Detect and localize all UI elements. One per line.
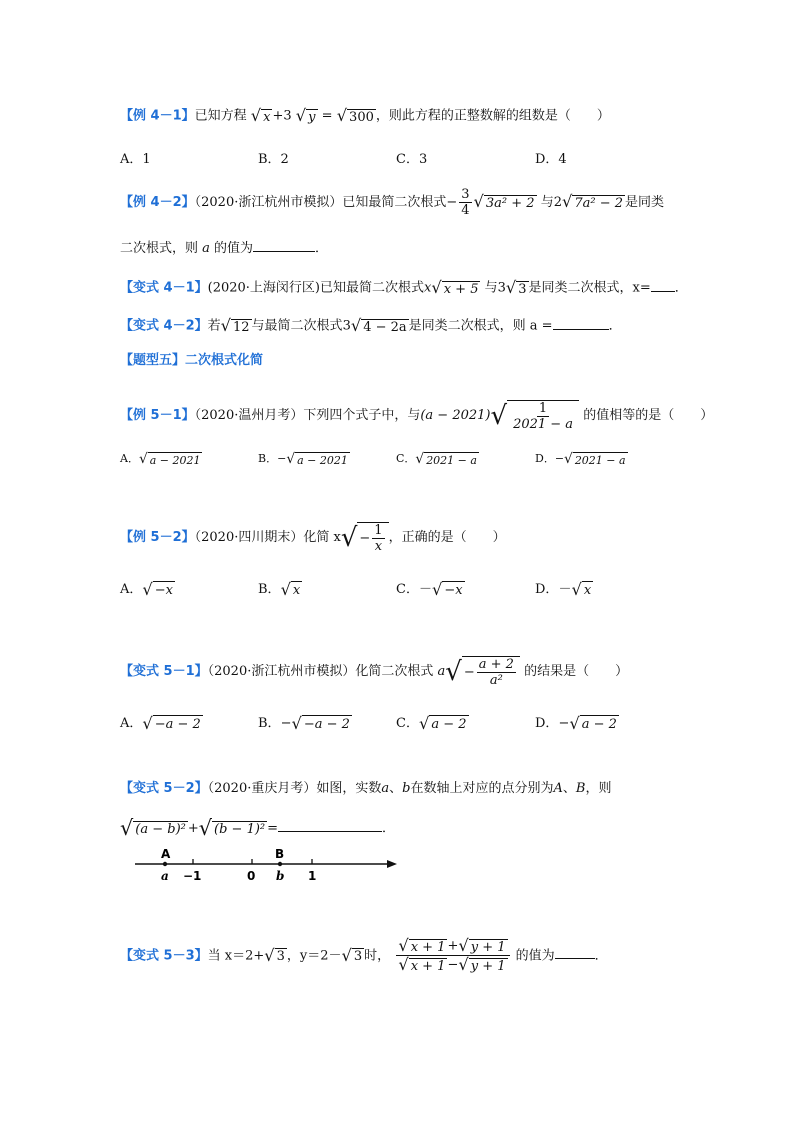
option-c[interactable] xyxy=(396,712,469,733)
tick-label-b: b xyxy=(276,869,285,883)
question-text: 时， xyxy=(364,948,391,964)
label-A: A xyxy=(161,847,171,861)
conjunction: 与 xyxy=(484,280,498,296)
period: ． xyxy=(594,948,608,964)
period: ． xyxy=(674,280,688,296)
option-sqrt: √ −a − 2 xyxy=(291,714,350,733)
answer-blank[interactable] xyxy=(253,251,315,252)
option-b[interactable] xyxy=(258,712,352,733)
option-c[interactable] xyxy=(396,578,465,599)
section-tag: 【题型五】 xyxy=(120,353,186,368)
option-d[interactable] xyxy=(535,578,593,599)
example-4-2-line2 xyxy=(120,242,328,255)
variant-tag: 【变式 5－3】 xyxy=(120,948,208,964)
question-text: 的值为 xyxy=(209,241,254,256)
coef: 3 xyxy=(497,280,506,296)
example-tag: 【例 4－2】 xyxy=(120,195,195,210)
coef: +3 xyxy=(272,108,292,124)
question-text: 是同类 xyxy=(625,195,665,210)
variable-x: x xyxy=(424,280,432,296)
question-text: 与最简二次根式 xyxy=(251,318,343,334)
question-text: 是同类二次根式，则 a = xyxy=(408,318,553,334)
variant-5-3 xyxy=(120,938,608,974)
option-sqrt: √ a − 2 xyxy=(569,714,617,733)
variant-5-2-line2 xyxy=(120,818,395,839)
option-a[interactable] xyxy=(120,578,175,599)
option-label: A． xyxy=(120,716,143,731)
sqrt-3: √ 3 xyxy=(505,278,527,297)
example-tag: 【例 4－1】 xyxy=(120,108,195,124)
point-a: A xyxy=(553,781,563,796)
option-sign: − xyxy=(554,452,565,465)
question-text: 的值相等的是（ ） xyxy=(583,408,714,423)
variant-5-1 xyxy=(120,656,628,687)
variant-tag: 【变式 5－1】 xyxy=(120,664,208,679)
variant-4-1 xyxy=(120,280,688,296)
sqrt-3: √ 3 xyxy=(341,945,363,965)
example-4-1 xyxy=(120,108,610,124)
option-b[interactable] xyxy=(258,450,350,467)
question-text: (2020·上海闵行区)已知最简二次根式 xyxy=(207,280,424,296)
sqrt-fraction: √ − $\frac{a + 2}{\text{a²}}$ xyxy=(445,656,520,687)
minus-sign: − xyxy=(446,195,458,210)
option-sqrt: √ −x xyxy=(431,580,463,599)
question-text: 在数轴上对应的点分别为 xyxy=(410,781,554,796)
answer-blank[interactable] xyxy=(651,291,675,292)
option-c[interactable]: C．3 xyxy=(396,152,428,167)
period: ． xyxy=(382,820,396,836)
example-5-1 xyxy=(120,400,713,431)
question-text: 当 x＝2+ xyxy=(207,948,265,964)
section-heading xyxy=(120,354,263,367)
option-sqrt: √ x xyxy=(571,580,592,599)
question-text: 的结果是（ ） xyxy=(524,664,629,679)
question-text: （2020·浙江杭州市模拟）已知最简二次根式 xyxy=(194,195,447,210)
option-label: B． xyxy=(258,716,281,731)
variable-a: a xyxy=(381,781,390,796)
option-label: D． xyxy=(535,582,559,597)
option-sign: － xyxy=(558,582,572,597)
equals: = xyxy=(321,108,337,124)
question-text: （2020·四川期末）化简 x xyxy=(194,530,341,545)
option-label: D． xyxy=(535,716,559,731)
option-label: A． xyxy=(120,582,143,597)
sqrt-fraction: √ $\frac{1}{2021 - a}$ xyxy=(490,400,579,431)
period: ． xyxy=(315,241,329,256)
sqrt-b-minus-1-squared: √ (b − 1)² xyxy=(198,816,266,840)
variable-a: a xyxy=(437,664,446,679)
option-a[interactable] xyxy=(120,712,203,733)
sqrt-x-plus-5: √ x + 5 xyxy=(431,278,479,297)
option-d[interactable] xyxy=(535,712,619,733)
answer-blank[interactable] xyxy=(553,329,609,330)
tick-label-0: 0 xyxy=(247,869,256,883)
option-b[interactable] xyxy=(258,578,302,599)
option-sqrt: √ a − 2 xyxy=(418,714,467,733)
option-label: D． xyxy=(535,452,555,465)
question-text: 二次根式，则 xyxy=(120,241,203,256)
sqrt-expr-1: √ 3a² + 2 xyxy=(473,192,535,212)
option-sqrt: √ a − 2021 xyxy=(286,451,348,467)
option-a[interactable]: A．1 xyxy=(120,152,151,167)
question-text: 的值为 xyxy=(515,948,555,964)
coef: 3 xyxy=(342,318,351,334)
sqrt-300: √ 300 xyxy=(336,106,374,125)
sqrt-y: √ y xyxy=(295,106,316,125)
option-sign: － xyxy=(418,582,432,597)
variant-tag: 【变式 4－1】 xyxy=(120,280,208,296)
option-sign: − xyxy=(558,716,570,731)
answer-blank[interactable] xyxy=(555,958,595,959)
question-text: ，则 xyxy=(585,781,612,796)
option-d[interactable] xyxy=(535,450,628,467)
variant-tag: 【变式 5－2】 xyxy=(120,781,208,796)
question-text: （2020·重庆月考）如图，实数 xyxy=(207,781,382,796)
arrow-head-icon xyxy=(387,860,397,868)
point-b: B xyxy=(575,781,586,796)
plus: + xyxy=(187,820,199,836)
number-line-figure xyxy=(125,846,400,886)
sqrt-expr-2: √ 7a² − 2 xyxy=(562,192,624,212)
tick-label-minus-1: −1 xyxy=(183,869,202,883)
variable-b: b xyxy=(402,781,411,796)
sqrt-3: √ 3 xyxy=(264,945,285,965)
equals: = xyxy=(267,820,279,836)
option-sqrt: √ −a − 2 xyxy=(142,714,201,733)
question-text: ，则此方程的正整数解的组数是（ ） xyxy=(375,108,610,124)
question-text: ，y＝2－ xyxy=(286,948,342,964)
option-sqrt: √ −x xyxy=(142,580,173,599)
sqrt-a-minus-b-squared: √ (a − b)² xyxy=(120,816,186,840)
question-text: （2020·温州月考）下列四个式子中，与 xyxy=(194,408,421,423)
section-title: 二次根式化简 xyxy=(185,353,264,368)
tick-label-1: 1 xyxy=(308,869,317,883)
example-tag: 【例 5－2】 xyxy=(120,530,195,545)
sqrt-12: √ 12 xyxy=(220,316,250,335)
separator: 、 xyxy=(562,781,576,796)
tick-label-a: a xyxy=(161,869,169,883)
expression: (a − 2021) xyxy=(420,408,491,423)
question-text: 若 xyxy=(207,318,221,334)
sqrt-x: √ x xyxy=(250,106,271,125)
variable-a: a xyxy=(202,241,210,256)
sqrt-4-minus-2a: √ 4 − 2a xyxy=(350,316,407,335)
option-label: A． xyxy=(120,452,139,465)
variant-tag: 【变式 4－2】 xyxy=(120,318,208,334)
period: ． xyxy=(608,318,622,334)
separator: 、 xyxy=(389,781,403,796)
option-label: C． xyxy=(396,452,416,465)
option-sqrt: √ 2021 − a xyxy=(415,451,477,467)
answer-blank[interactable] xyxy=(278,831,382,832)
question-text: （2020·浙江杭州市模拟）化简二次根式 xyxy=(207,664,434,679)
option-sqrt: √ 2021 − a xyxy=(564,451,626,467)
option-sqrt: √ a − 2021 xyxy=(138,451,201,467)
option-c[interactable] xyxy=(396,450,479,467)
sqrt-fraction: √ − $\frac{1}{x}$ xyxy=(341,522,389,553)
question-text: ，正确的是（ ） xyxy=(388,530,506,545)
option-a[interactable] xyxy=(120,450,202,467)
point-a-dot xyxy=(163,862,167,866)
option-b[interactable]: B．2 xyxy=(258,152,289,167)
variant-5-2 xyxy=(120,782,611,795)
fraction: $\frac{3}{4}$ xyxy=(461,187,470,218)
option-label: C． xyxy=(396,582,419,597)
point-b-dot xyxy=(278,862,282,866)
example-5-2 xyxy=(120,522,506,553)
option-sign: − xyxy=(277,452,287,465)
example-4-2 xyxy=(120,188,664,217)
variant-4-2 xyxy=(120,318,622,334)
option-label: B． xyxy=(258,452,278,465)
option-label: B． xyxy=(258,582,281,597)
conjunction: 与 xyxy=(540,195,554,210)
option-label: C． xyxy=(396,716,419,731)
question-text: 已知方程 xyxy=(194,108,247,124)
option-sign: − xyxy=(280,716,292,731)
example-tag: 【例 5－1】 xyxy=(120,408,195,423)
coef: 2 xyxy=(553,195,562,210)
label-B: B xyxy=(275,847,285,861)
option-d[interactable]: D．4 xyxy=(535,152,567,167)
option-sqrt: √ x xyxy=(280,580,301,599)
big-fraction: $\frac{√ x + 1 +√ y + 1}{√ x + 1 -√ y + 1}$ xyxy=(396,938,509,974)
question-text: 是同类二次根式，x= xyxy=(528,280,651,296)
